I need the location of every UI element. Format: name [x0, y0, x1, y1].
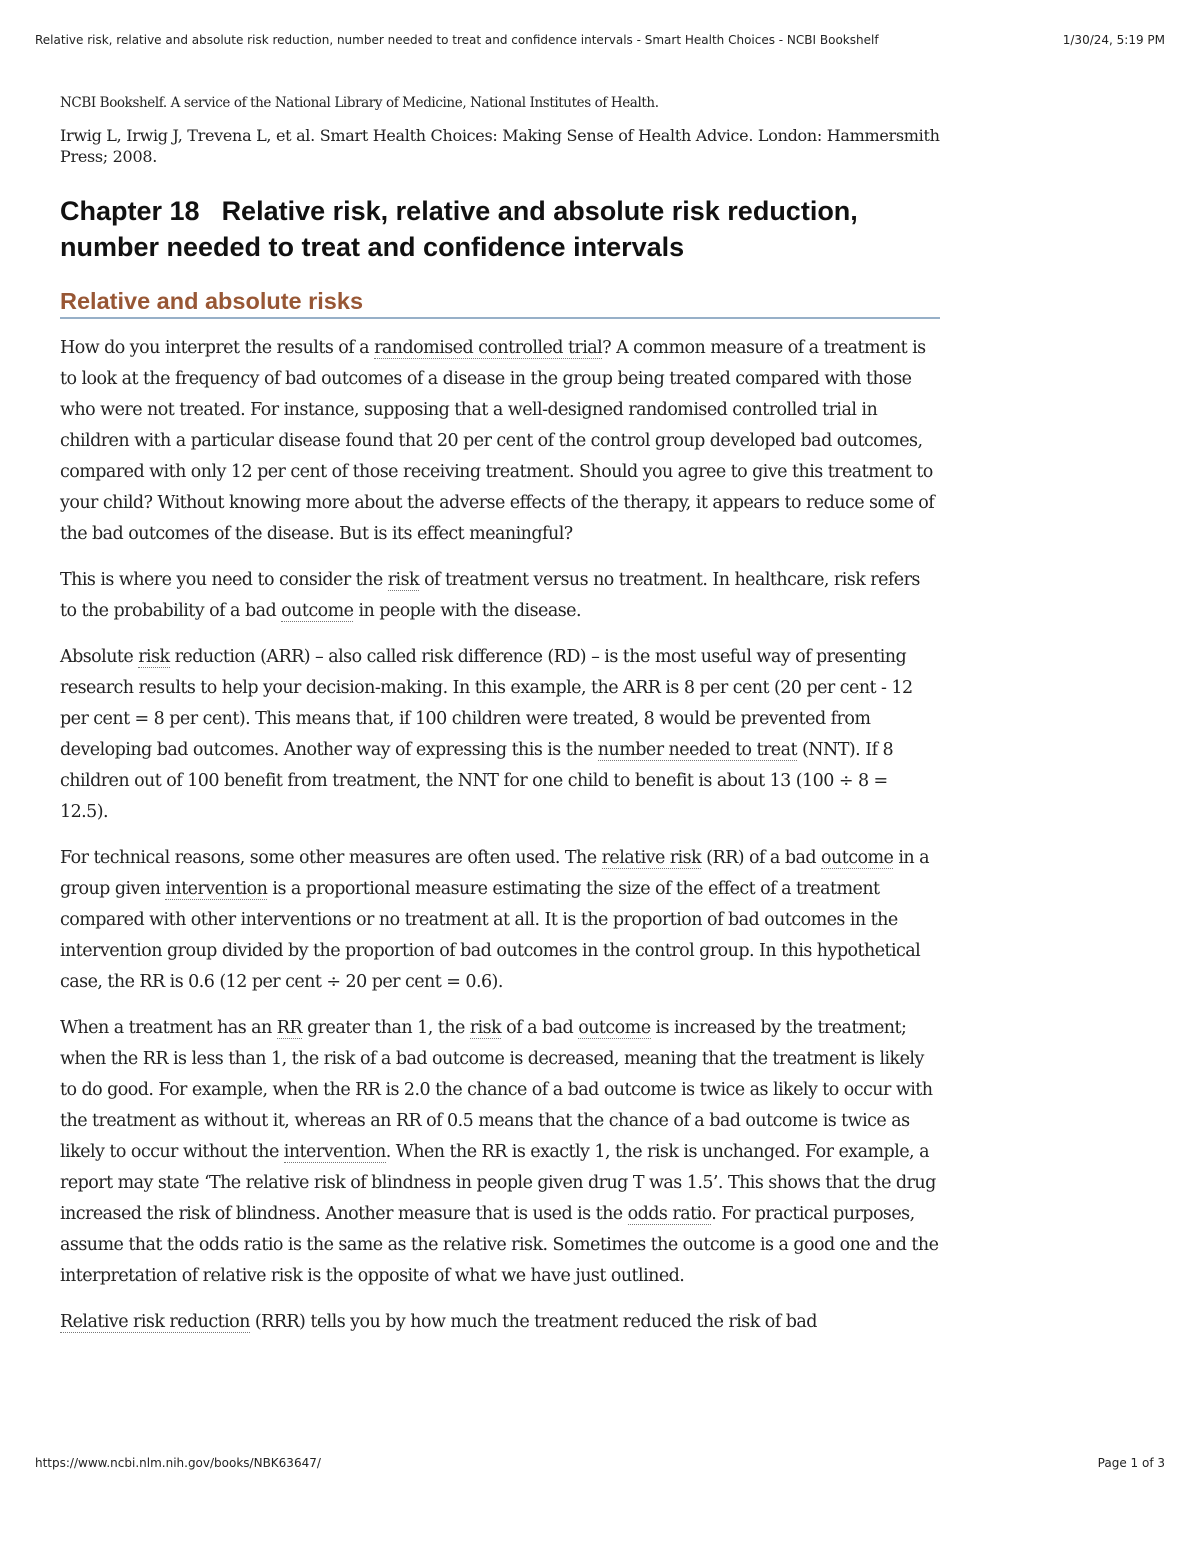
text: is increased by the treatment; when the RR is less than 1, the risk of a bad outcome is decreased, meaning that the treatment is likely to do good. For example, when the RR is 2.0 the chance of a bad outcome is twice as likely to occur with the treatment as without it, whereas an RR of 0.5 means that the chance of a bad outcome is twice as likely to occur without the [60, 1018, 933, 1162]
paragraph [60, 1013, 940, 1292]
paragraph [60, 333, 940, 550]
paragraph [60, 565, 940, 627]
text: reduction (ARR) – also called risk difference (RD) – is the most useful way of presenting research results to help your decision-making. In this example, the ARR is 8 per cent (20 per cent - 12 per cent = 8 per cent). This means that, if 100 children were treated, 8 would be prevented from developing bad outcomes. Another way of expressing this is the [60, 647, 913, 760]
text: is a proportional measure estimating the size of the effect of a treatment compared with other interventions or no treatment at all. It is the proportion of bad outcomes in the intervention group divided by the proportion of bad outcomes in the control group. In this hypothetical case, the RR is 0.6 (12 per cent ÷ 20 per cent = 0.6). [60, 879, 921, 992]
text: ? A common measure of a treatment is to look at the frequency of bad outcomes of a disease in the group being treated compared with those who were not treated. For instance, supposing that a well-designed randomised controlled trial in children with a particular disease found that 20 per cent of the control group developed bad outcomes, compared with only 12 per cent of those receiving treatment. Should you agree to give this treatment to your child? Without knowing more about the adverse effects of the therapy, it appears to reduce some of the bad outcomes of the disease. But is its effect meaningful? [60, 338, 935, 544]
text: of a bad [501, 1018, 579, 1038]
print-header-title: Relative risk, relative and absolute risk reduction, number needed to treat and confidence intervals - Smart Health Choices - NCBI Bookshelf [35, 33, 879, 47]
glossary-link[interactable]: odds ratio [627, 1204, 712, 1224]
glossary-link[interactable]: Relative risk reduction [60, 1312, 250, 1332]
glossary-link[interactable]: randomised controlled trial [374, 338, 603, 358]
chapter-title-text: Relative risk, relative and absolute risk reduction, number needed to treat and confidence intervals [60, 196, 858, 262]
text: For technical reasons, some other measures are often used. The [60, 848, 602, 868]
glossary-link[interactable]: risk [138, 647, 170, 667]
paragraph [60, 843, 940, 998]
paragraph [60, 642, 940, 828]
page-number: Page 1 of 3 [1097, 1456, 1165, 1470]
chapter-label: Chapter 18 [60, 196, 200, 226]
glossary-link[interactable]: number needed to treat [597, 740, 797, 760]
print-header [35, 33, 1165, 53]
print-footer [35, 1456, 1165, 1476]
text: This is where you need to consider the [60, 570, 388, 590]
section-heading: Relative and absolute risks [60, 287, 940, 319]
text: of treatment versus no treatment. In healthcare, risk refers to the probability of a bad [60, 570, 920, 621]
text: in people with the disease. [353, 601, 581, 621]
glossary-link[interactable]: risk [469, 1018, 502, 1038]
text: How do you interpret the results of a [60, 338, 375, 358]
glossary-link[interactable]: intervention [283, 1142, 386, 1162]
text: When a treatment has an [60, 1018, 277, 1038]
glossary-link[interactable]: RR [276, 1018, 303, 1038]
glossary-link[interactable]: outcome [821, 848, 894, 868]
text: (RR) of a bad [701, 848, 822, 868]
page-url: https://www.ncbi.nlm.nih.gov/books/NBK63647/ [35, 1456, 321, 1470]
paragraph [60, 1307, 940, 1338]
glossary-link[interactable]: intervention [165, 879, 268, 899]
text: Absolute [60, 647, 139, 667]
text: . For practical purposes, assume that the odds ratio is the same as the relative risk. Sometimes the outcome is a good one and the interpretation of relative risk is the opposite of what we have just outlined. [60, 1204, 939, 1286]
text: (NNT). If 8 children out of 100 benefit from treatment, the NNT for one child to benefit is about 13 (100 ÷ 8 = 12.5). [60, 740, 894, 822]
chapter-title [60, 193, 940, 265]
bookshelf-line: NCBI Bookshelf. A service of the National Library of Medicine, National Institutes of Health. [60, 95, 659, 111]
print-header-datetime: 1/30/24, 5:19 PM [1062, 33, 1165, 47]
glossary-link[interactable]: outcome [578, 1018, 651, 1038]
text: in a group given [60, 848, 929, 899]
text: . When the RR is exactly 1, the risk is unchanged. For example, a report may state ‘The relative risk of blindness in people given drug T was 1.5’. This shows that the drug increased the risk of blindness. Another measure that is used is the [60, 1142, 936, 1224]
text: (RRR) tells you by how much the treatment reduced the risk of bad [249, 1312, 817, 1332]
glossary-link[interactable]: outcome [281, 601, 354, 621]
article-content [60, 95, 940, 1353]
citation: Irwig L, Irwig J, Trevena L, et al. Smart Health Choices: Making Sense of Health Advice. London: Hammersmith Press; 2008. [60, 126, 940, 166]
glossary-link[interactable]: relative risk [601, 848, 702, 868]
glossary-link[interactable]: risk [387, 570, 420, 590]
text: greater than 1, the [302, 1018, 470, 1038]
